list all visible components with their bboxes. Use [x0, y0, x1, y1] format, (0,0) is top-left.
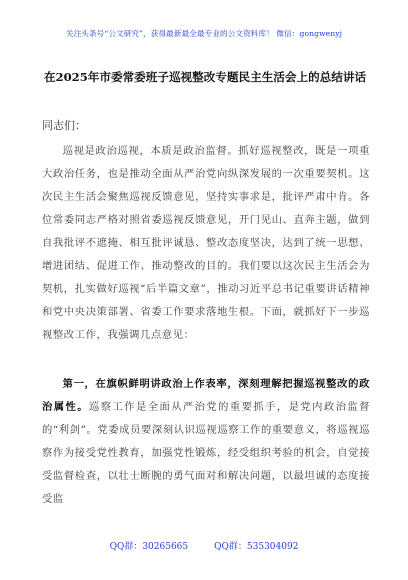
body-paragraph-2: [42, 373, 370, 511]
qq-group-2: QQ群：535304092: [214, 542, 299, 552]
qq-group-1: QQ群：30265665: [109, 542, 189, 552]
section-body-1: 巡察工作是全面从严治党的重要抓手，是党内政治监督的“利剑”。党委成员要深刻认识巡视巡察工作的重要意义，将巡视巡察作为接受党性教育，加强党性锻炼，经受组织考验的机会，自觉接受监督检查，以壮士断腕的勇气面对和解决问题，以最坦诚的态度接受监: [42, 401, 370, 505]
header-notice: 关注头条号“公文研究”，获得最新最全最专业的公文资料库！ 微信：gongwenyj: [65, 29, 343, 38]
body-paragraph-1: 巡视是政治巡视，本质是政治监督。抓好巡视整改，既是一项重大政治任务，也是推动全面从严治党向纵深发展的一次重要契机。这次民主生活会聚焦巡视反馈意见，坚持实事求是，批评严肃中肯。各位常委同志严格对照省委巡视反馈意见，开门见山、直奔主题，做到自我批评不遮掩、相互批评诚恳、整改态度坚决，达到了统一思想、增进团结、促进工作、推动整改的目的。我们要以这次民主生活会为契机，扎实做好巡视“后半篇文章”，推动习近平总书记重要讲话精神和党中央决策部署、省委工作要求落地生根。下面，就抓好下一步巡视整改工作，我强调几点意见：: [42, 145, 370, 341]
footer-contact: [0, 539, 408, 552]
salutation: 同志们：: [42, 119, 86, 132]
document-title: 在2025年市委常委班子巡视整改专题民主生活会上的总结讲话: [43, 70, 367, 84]
section-heading-1: 第一，在旗帜鲜明讲政治上作表率，深刻理解把握巡视整改的政治属性。: [42, 378, 370, 413]
